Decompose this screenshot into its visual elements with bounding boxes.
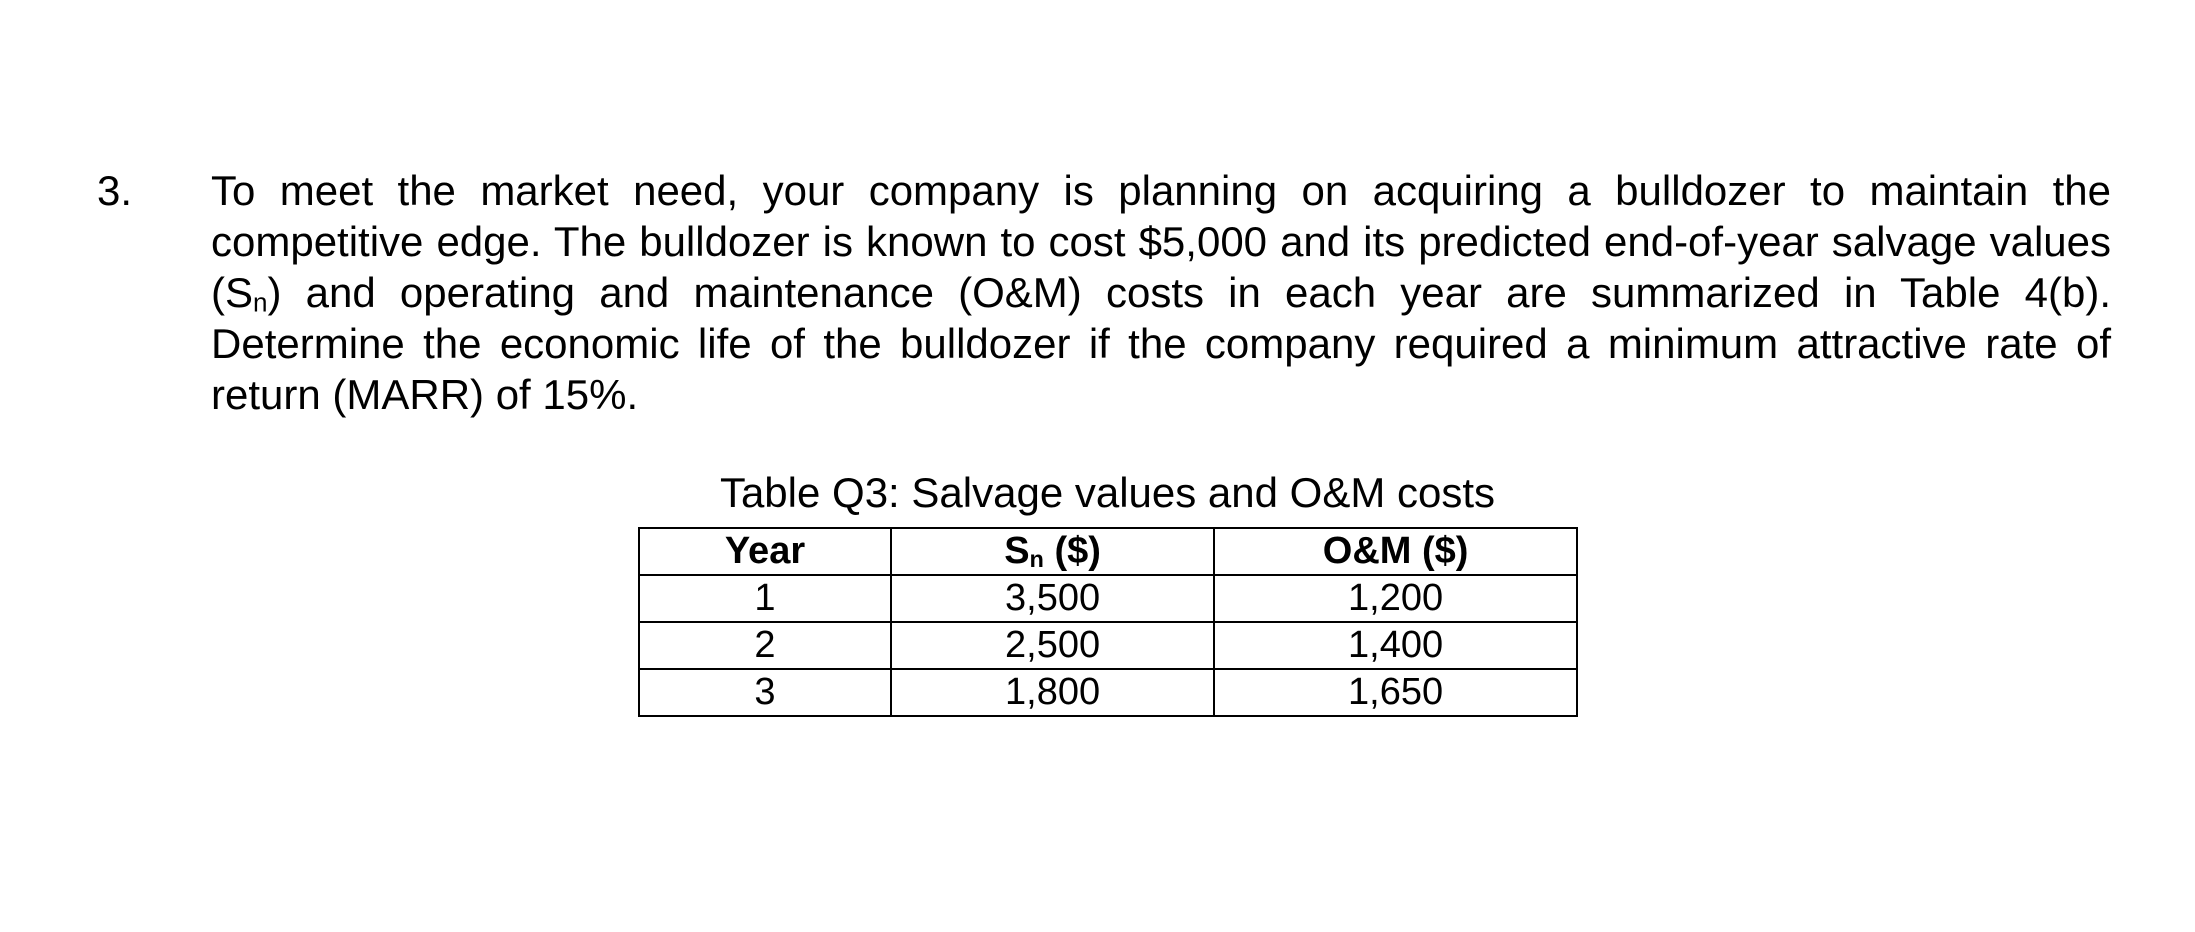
- cell-om-cost: 1,400: [1214, 622, 1577, 669]
- table-header-row: [639, 528, 1577, 575]
- question-text-subscript: n: [253, 287, 268, 318]
- header-salvage-base: S: [1004, 530, 1030, 572]
- salvage-om-table: [638, 527, 1578, 717]
- cell-om-cost: 1,200: [1214, 575, 1577, 622]
- table-row: [639, 622, 1577, 669]
- cell-salvage-value: 1,800: [891, 669, 1214, 716]
- cell-salvage-value: 2,500: [891, 622, 1214, 669]
- header-salvage-unit: ($): [1043, 530, 1101, 572]
- cell-year: 3: [639, 669, 891, 716]
- question-text-part1: To meet the market need, your company is planning on acquiring a bulldozer to maintain the competitive edge. The bulldozer is known to cost $5,000 and its predicted end-of-year salvage values (S: [211, 167, 2111, 316]
- header-om-cost: O&M ($): [1214, 528, 1577, 575]
- table-caption: Table Q3: Salvage values and O&M costs: [719, 469, 1496, 516]
- cell-year: 2: [639, 622, 891, 669]
- table-row: [639, 575, 1577, 622]
- header-year: Year: [639, 528, 891, 575]
- question-number: 3.: [97, 167, 133, 214]
- cell-om-cost: 1,650: [1214, 669, 1577, 716]
- cell-salvage-value: 3,500: [891, 575, 1214, 622]
- question-text-part2: ) and operating and maintenance (O&M) costs in each year are summarized in Table 4(b). Determine the economic life of the bulldozer if the company required a minimum attractive rate of return (MARR) of 15%.: [211, 269, 2111, 418]
- question-text: [211, 165, 2111, 420]
- cell-year: 1: [639, 575, 891, 622]
- header-salvage-subscript: n: [1029, 546, 1044, 573]
- table-row: [639, 669, 1577, 716]
- header-salvage-value: [891, 528, 1214, 575]
